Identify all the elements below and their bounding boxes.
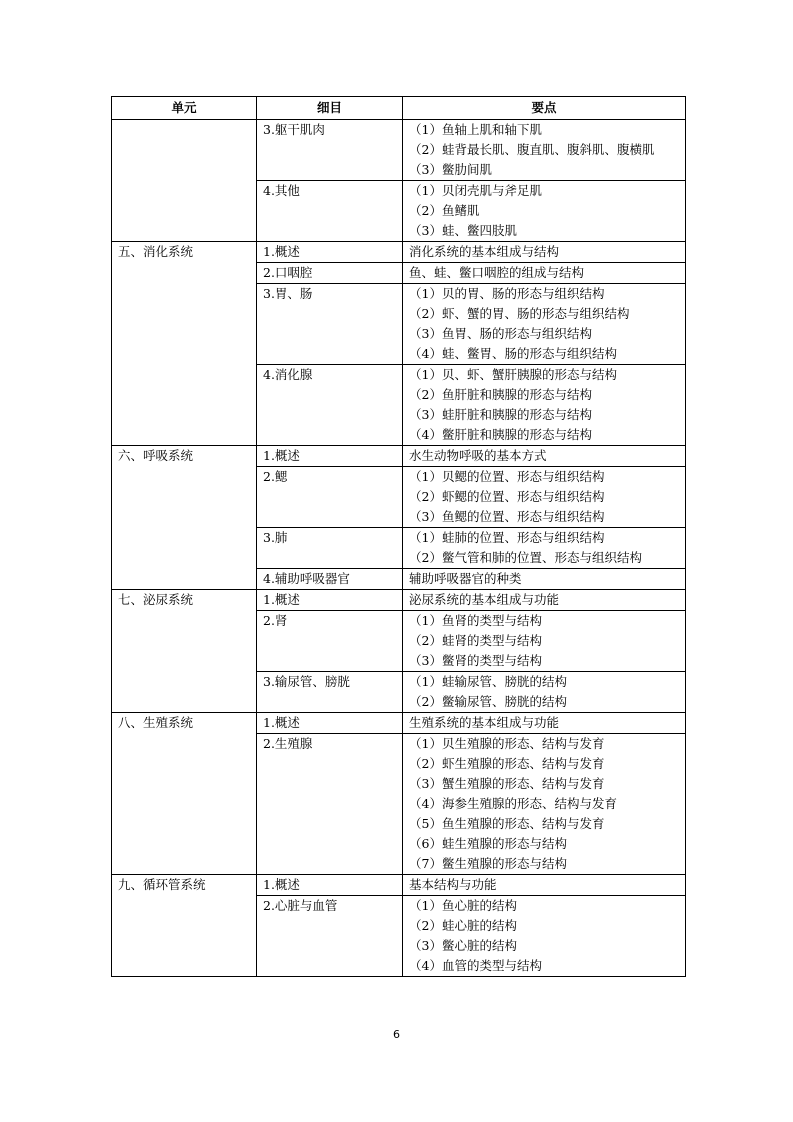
- point-item: （2）蛙心脏的结构: [409, 918, 517, 933]
- point-item: （1）鱼肾的类型与结构: [409, 613, 542, 628]
- unit-label: 六、呼吸系统: [118, 448, 194, 463]
- points-cell: [403, 896, 686, 977]
- detail-cell: [257, 713, 403, 734]
- unit-label: 八、生殖系统: [118, 715, 194, 730]
- point-item: （3）鳖心脏的结构: [409, 938, 517, 953]
- detail-label: 1.概述: [263, 448, 300, 463]
- point-item: 消化系统的基本组成与结构: [409, 244, 560, 259]
- detail-cell: [257, 875, 403, 896]
- point-item: （3）蛙肝脏和胰腺的形态与结构: [409, 407, 592, 422]
- point-item: （1）鱼心脏的结构: [409, 898, 517, 913]
- point-item: （1）贝、虾、蟹肝胰腺的形态与结构: [409, 367, 617, 382]
- table-body: [112, 120, 686, 977]
- point-item: （4）鳖肝脏和胰腺的形态与结构: [409, 427, 592, 442]
- detail-label: 2.心脏与血管: [263, 898, 338, 913]
- unit-cell: [112, 446, 257, 590]
- detail-label: 3.胃、肠: [263, 286, 313, 301]
- detail-label: 1.概述: [263, 715, 300, 730]
- table-row: [112, 446, 686, 467]
- points-cell: [403, 875, 686, 896]
- detail-label: 2.鳃: [263, 469, 288, 484]
- point-item: （1）贝鳃的位置、形态与组织结构: [409, 469, 605, 484]
- point-item: 基本结构与功能: [409, 877, 497, 892]
- syllabus-table: [111, 96, 686, 977]
- detail-cell: [257, 672, 403, 713]
- detail-label: 3.肺: [263, 530, 288, 545]
- points-cell: [403, 672, 686, 713]
- point-item: （5）鱼生殖腺的形态、结构与发育: [409, 816, 605, 831]
- point-item: （4）血管的类型与结构: [409, 958, 542, 973]
- detail-cell: [257, 181, 403, 242]
- table-row: [112, 875, 686, 896]
- points-cell: [403, 569, 686, 590]
- point-item: （1）鱼轴上肌和轴下肌: [409, 122, 542, 137]
- detail-cell: [257, 242, 403, 263]
- detail-cell: [257, 446, 403, 467]
- detail-label: 1.概述: [263, 877, 300, 892]
- detail-cell: [257, 734, 403, 875]
- point-item: （3）鱼鳃的位置、形态与组织结构: [409, 509, 605, 524]
- point-item: （1）蛙输尿管、膀胱的结构: [409, 674, 567, 689]
- point-item: （2）蛙肾的类型与结构: [409, 633, 542, 648]
- point-item: （2）蛙背最长肌、腹直肌、腹斜肌、腹横肌: [409, 142, 655, 157]
- detail-label: 3.躯干肌肉: [263, 122, 325, 137]
- point-item: （3）鳖肋间肌: [409, 162, 492, 177]
- point-item: （1）贝闭壳肌与斧足肌: [409, 183, 542, 198]
- point-item: 水生动物呼吸的基本方式: [409, 448, 547, 463]
- detail-label: 4.消化腺: [263, 367, 313, 382]
- unit-label: 七、泌尿系统: [118, 592, 194, 607]
- unit-cell: [112, 713, 257, 875]
- point-item: （2）虾鳃的位置、形态与组织结构: [409, 489, 605, 504]
- points-cell: [403, 713, 686, 734]
- detail-label: 4.辅助呼吸器官: [263, 571, 350, 586]
- detail-cell: [257, 896, 403, 977]
- points-cell: [403, 242, 686, 263]
- point-item: （2）鱼鳍肌: [409, 203, 480, 218]
- point-item: （1）蛙肺的位置、形态与组织结构: [409, 530, 605, 545]
- point-item: （3）鳖肾的类型与结构: [409, 653, 542, 668]
- detail-cell: [257, 263, 403, 284]
- point-item: 生殖系统的基本组成与功能: [409, 715, 560, 730]
- points-cell: [403, 446, 686, 467]
- point-item: （3）蟹生殖腺的形态、结构与发育: [409, 776, 605, 791]
- table-header-row: [112, 97, 686, 120]
- point-item: （4）蛙、鳖胃、肠的形态与组织结构: [409, 346, 617, 361]
- table-row: [112, 120, 686, 181]
- unit-cell: [112, 120, 257, 242]
- point-item: （1）贝的胃、肠的形态与组织结构: [409, 286, 605, 301]
- point-item: 辅助呼吸器官的种类: [409, 571, 522, 586]
- points-cell: [403, 590, 686, 611]
- table-row: [112, 242, 686, 263]
- unit-cell: [112, 242, 257, 446]
- points-cell: [403, 263, 686, 284]
- detail-label: 2.肾: [263, 613, 288, 628]
- unit-label: 九、循环管系统: [118, 877, 206, 892]
- unit-cell: [112, 590, 257, 713]
- point-item: （2）虾、蟹的胃、肠的形态与组织结构: [409, 306, 630, 321]
- point-item: （2）虾生殖腺的形态、结构与发育: [409, 756, 605, 771]
- detail-label: 2.生殖腺: [263, 736, 313, 751]
- points-cell: [403, 528, 686, 569]
- point-item: （3）鱼胃、肠的形态与组织结构: [409, 326, 592, 341]
- points-cell: [403, 467, 686, 528]
- detail-cell: [257, 528, 403, 569]
- detail-cell: [257, 467, 403, 528]
- point-item: （7）鳖生殖腺的形态与结构: [409, 856, 567, 871]
- point-item: （2）鱼肝脏和胰腺的形态与结构: [409, 387, 592, 402]
- detail-cell: [257, 365, 403, 446]
- points-cell: [403, 120, 686, 181]
- detail-label: 2.口咽腔: [263, 265, 313, 280]
- points-cell: [403, 284, 686, 365]
- table-row: [112, 590, 686, 611]
- points-cell: [403, 611, 686, 672]
- point-item: （4）海参生殖腺的形态、结构与发育: [409, 796, 617, 811]
- detail-label: 4.其他: [263, 183, 300, 198]
- detail-cell: [257, 120, 403, 181]
- point-item: 泌尿系统的基本组成与功能: [409, 592, 560, 607]
- page-number: 6: [393, 1028, 400, 1041]
- detail-label: 3.输尿管、膀胱: [263, 674, 350, 689]
- detail-cell: [257, 611, 403, 672]
- unit-label: 五、消化系统: [118, 244, 194, 259]
- detail-cell: [257, 569, 403, 590]
- detail-label: 1.概述: [263, 592, 300, 607]
- point-item: （3）蛙、鳖四肢肌: [409, 223, 517, 238]
- point-item: 鱼、蛙、鳖口咽腔的组成与结构: [409, 265, 585, 280]
- unit-cell: [112, 875, 257, 977]
- detail-cell: [257, 284, 403, 365]
- points-cell: [403, 181, 686, 242]
- detail-label: 1.概述: [263, 244, 300, 259]
- detail-cell: [257, 590, 403, 611]
- points-cell: [403, 734, 686, 875]
- header-detail: 细目: [257, 97, 403, 120]
- point-item: （1）贝生殖腺的形态、结构与发育: [409, 736, 605, 751]
- header-points: 要点: [403, 97, 686, 120]
- points-cell: [403, 365, 686, 446]
- point-item: （2）鳖输尿管、膀胱的结构: [409, 694, 567, 709]
- header-unit: 单元: [112, 97, 257, 120]
- table-row: [112, 713, 686, 734]
- point-item: （6）蛙生殖腺的形态与结构: [409, 836, 567, 851]
- point-item: （2）鳖气管和肺的位置、形态与组织结构: [409, 550, 642, 565]
